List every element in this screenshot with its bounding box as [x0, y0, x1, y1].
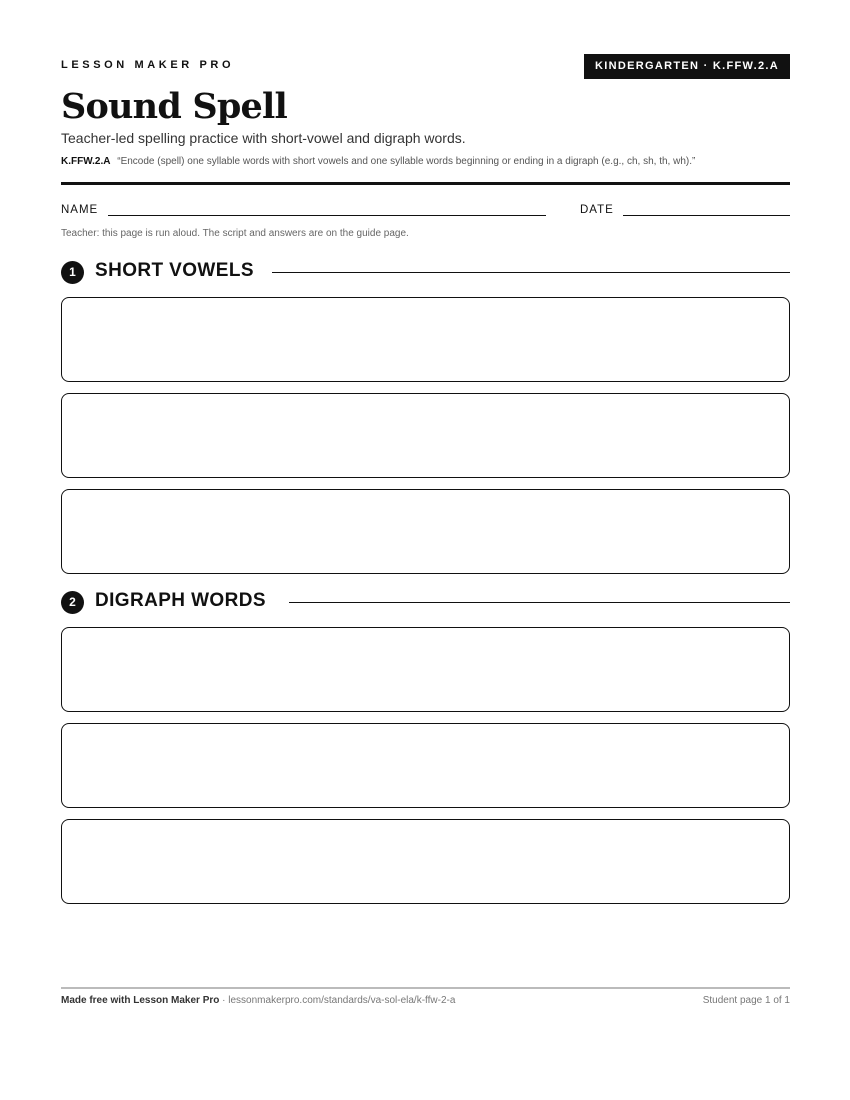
section-rule	[272, 272, 790, 273]
footer-page-number: Student page 1 of 1	[702, 995, 790, 1006]
answer-box-short-vowel-3[interactable]	[61, 489, 790, 574]
standard-text: “Encode (spell) one syllable words with short vowels and one syllable words beginning or ending in a digraph (e.g., ch, sh, th, wh).”	[117, 156, 696, 167]
section-digraph-words	[61, 590, 790, 614]
grade-standard-badge: KINDERGARTEN · K.FFW.2.A	[584, 54, 790, 79]
page-subtitle: Teacher-led spelling practice with short-vowel and digraph words.	[61, 130, 466, 146]
footer-divider	[61, 987, 790, 989]
footer-made-with: Made free with Lesson Maker Pro	[61, 995, 220, 1006]
worksheet-page	[61, 0, 790, 1100]
section-number-badge: 2	[61, 591, 84, 614]
date-label: DATE	[580, 204, 614, 216]
section-number-badge: 1	[61, 261, 84, 284]
standard-statement	[61, 156, 695, 167]
teacher-note: Teacher: this page is run aloud. The script and answers are on the guide page.	[61, 228, 409, 239]
name-label: NAME	[61, 204, 99, 216]
standard-code: K.FFW.2.A	[61, 156, 111, 167]
header-divider	[61, 182, 790, 185]
section-rule	[289, 602, 790, 603]
date-field[interactable]	[623, 215, 790, 216]
footer-credit	[61, 995, 455, 1006]
brand-name: LESSON MAKER PRO	[61, 59, 235, 71]
name-field[interactable]	[108, 215, 546, 216]
answer-box-digraph-2[interactable]	[61, 723, 790, 808]
section-title: DIGRAPH WORDS	[95, 590, 266, 611]
section-short-vowels	[61, 260, 790, 284]
page-title: Sound Spell	[61, 86, 287, 127]
footer-url[interactable]: · lessonmakerpro.com/standards/va-sol-ela/k-ffw-2-a	[219, 995, 456, 1006]
answer-box-digraph-3[interactable]	[61, 819, 790, 904]
answer-box-short-vowel-2[interactable]	[61, 393, 790, 478]
answer-box-digraph-1[interactable]	[61, 627, 790, 712]
answer-box-short-vowel-1[interactable]	[61, 297, 790, 382]
section-title: SHORT VOWELS	[95, 260, 254, 281]
